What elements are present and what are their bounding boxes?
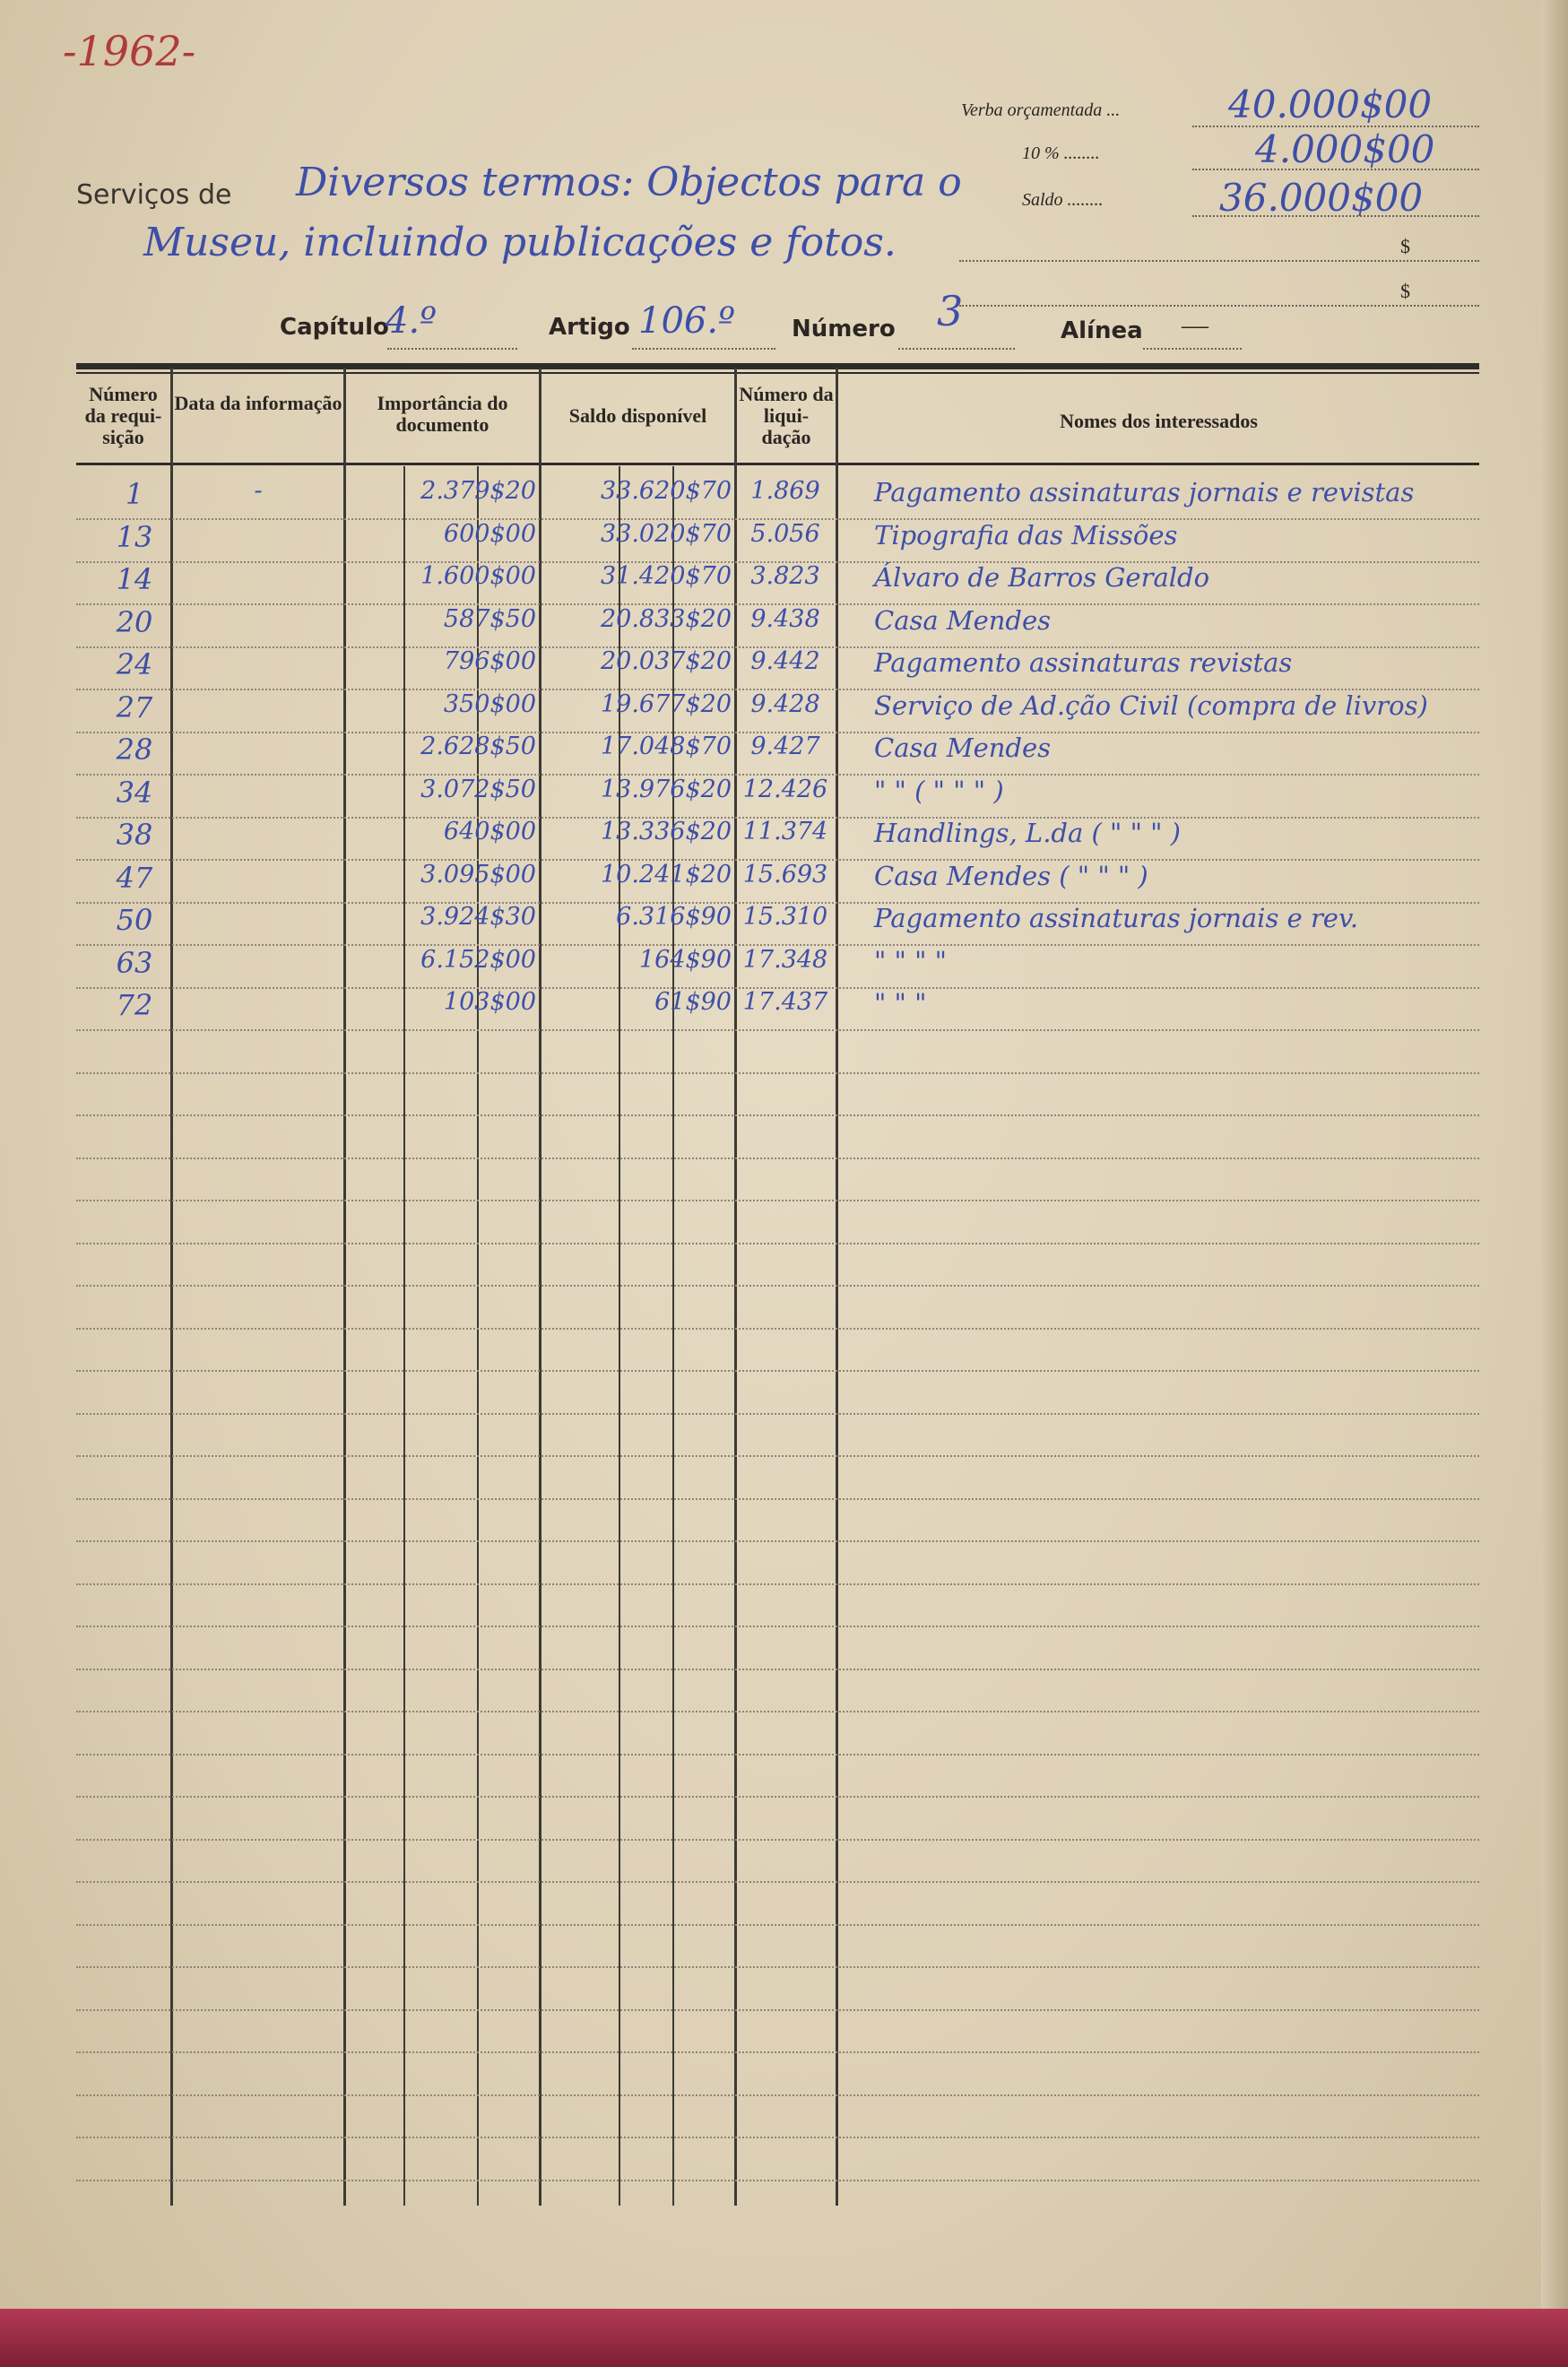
artigo-label: Artigo bbox=[549, 314, 630, 341]
cell-requisicao: 20 bbox=[116, 605, 153, 639]
ruled-line bbox=[76, 1200, 1479, 1201]
cell-requisicao: 27 bbox=[116, 690, 153, 724]
dollar-1: $ bbox=[1400, 235, 1410, 257]
ruled-line bbox=[76, 1029, 1479, 1031]
cell-liquidacao: 9.442 bbox=[750, 647, 820, 675]
cell-liquidacao: 9.438 bbox=[750, 605, 820, 633]
cell-importancia: 796$00 bbox=[443, 647, 536, 675]
col-saldo-disponivel: Saldo disponível bbox=[568, 404, 707, 427]
cell-importancia: 640$00 bbox=[443, 818, 536, 845]
cell-liquidacao: 15.310 bbox=[742, 903, 828, 931]
ruled-line bbox=[76, 1072, 1479, 1074]
cell-importancia: 3.072$50 bbox=[420, 776, 536, 803]
cell-importancia: 6.152$00 bbox=[420, 946, 536, 974]
cell-saldo: 33.620$70 bbox=[600, 477, 732, 505]
cell-nome: " " " " bbox=[874, 946, 948, 976]
cell-nome: Álvaro de Barros Geraldo bbox=[874, 562, 1210, 593]
cell-requisicao: 14 bbox=[116, 562, 153, 596]
vline-imp-cents bbox=[477, 466, 479, 2206]
vline-saldo-cents bbox=[672, 466, 674, 2206]
ruled-line bbox=[76, 1498, 1479, 1500]
ruled-line bbox=[76, 1157, 1479, 1159]
cell-nome: Handlings, L.da ( " " " ) bbox=[874, 818, 1181, 848]
cell-requisicao: 47 bbox=[116, 861, 153, 895]
verba-label: Verba orçamentada ... bbox=[961, 100, 1121, 120]
cell-liquidacao: 1.869 bbox=[750, 477, 820, 505]
cell-saldo: 17.048$70 bbox=[600, 733, 732, 760]
cell-requisicao: 24 bbox=[116, 647, 153, 681]
cell-requisicao: 34 bbox=[116, 776, 153, 810]
cell-saldo: 20.037$20 bbox=[600, 647, 732, 675]
ruled-line bbox=[76, 1114, 1479, 1116]
cell-saldo: 13.336$20 bbox=[600, 818, 732, 845]
cell-importancia: 103$00 bbox=[443, 988, 536, 1016]
saldo-value: 36.000$00 bbox=[1219, 176, 1424, 220]
ruled-line bbox=[76, 1583, 1479, 1585]
ruled-line bbox=[76, 2009, 1479, 2011]
cell-importancia: 587$50 bbox=[443, 605, 536, 633]
cell-saldo: 10.241$20 bbox=[600, 861, 732, 889]
ruled-line bbox=[76, 1243, 1479, 1244]
ruled-line bbox=[76, 2094, 1479, 2096]
header-bottom-rule bbox=[76, 463, 1479, 465]
ruled-line bbox=[76, 1285, 1479, 1287]
cell-nome: " " ( " " " ) bbox=[874, 776, 1004, 806]
col-importancia: Importância do documento bbox=[377, 392, 508, 436]
ruled-line bbox=[76, 1413, 1479, 1415]
cell-requisicao: 50 bbox=[116, 903, 153, 937]
ruled-line bbox=[76, 2180, 1479, 2181]
alinea-value: — bbox=[1182, 310, 1208, 340]
cell-saldo: 20.833$20 bbox=[600, 605, 732, 633]
ruled-line bbox=[76, 1626, 1479, 1627]
ruled-line bbox=[76, 1796, 1479, 1798]
numero-value: 3 bbox=[937, 287, 964, 335]
cell-liquidacao: 5.056 bbox=[750, 520, 820, 548]
cell-nome: " " " bbox=[874, 988, 927, 1019]
cell-nome: Casa Mendes bbox=[874, 605, 1052, 636]
cell-liquidacao: 9.428 bbox=[750, 690, 820, 718]
cell-nome: Casa Mendes ( " " " ) bbox=[874, 861, 1148, 891]
ruled-line bbox=[76, 1540, 1479, 1542]
cell-importancia: 2.379$20 bbox=[420, 477, 536, 505]
servicos-line1: Diversos termos: Objectos para o bbox=[296, 160, 962, 205]
cell-importancia: 1.600$00 bbox=[420, 562, 536, 590]
cell-requisicao: 1 bbox=[125, 477, 144, 511]
dollar-2: $ bbox=[1400, 280, 1410, 302]
alinea-line bbox=[1143, 348, 1242, 350]
vline-imp-inner bbox=[403, 466, 405, 2206]
page-edge bbox=[1541, 0, 1568, 2367]
vline-1 bbox=[170, 368, 173, 2206]
ruled-line bbox=[76, 1328, 1479, 1330]
cell-importancia: 350$00 bbox=[443, 690, 536, 718]
cell-liquidacao: 11.374 bbox=[742, 818, 828, 845]
ledger-binding bbox=[0, 2309, 1568, 2367]
alinea-label: Alínea bbox=[1061, 317, 1143, 344]
ruled-line bbox=[76, 1881, 1479, 1883]
cell-liquidacao: 12.426 bbox=[742, 776, 828, 803]
cell-liquidacao: 9.427 bbox=[750, 733, 820, 760]
artigo-line bbox=[632, 348, 775, 350]
numero-label: Número bbox=[792, 316, 896, 342]
cell-nome: Pagamento assinaturas jornais e rev. bbox=[874, 903, 1359, 933]
cell-requisicao: 13 bbox=[116, 520, 153, 554]
ruled-line bbox=[76, 1924, 1479, 1926]
cell-saldo: 6.316$90 bbox=[616, 903, 732, 931]
vline-4 bbox=[734, 368, 737, 2206]
servicos-label: Serviços de bbox=[76, 179, 232, 211]
cell-requisicao: 38 bbox=[116, 818, 153, 852]
cell-saldo: 61$90 bbox=[654, 988, 732, 1016]
cell-nome: Pagamento assinaturas revistas bbox=[874, 647, 1293, 678]
ruled-line bbox=[76, 2051, 1479, 2053]
saldo-label: Saldo ........ bbox=[1022, 190, 1104, 210]
cell-requisicao: 63 bbox=[116, 946, 153, 980]
cell-importancia: 3.095$00 bbox=[420, 861, 536, 889]
col-nomes-interessados: Nomes dos interessados bbox=[1060, 410, 1258, 432]
ruled-line bbox=[76, 2137, 1479, 2138]
vline-saldo-inner bbox=[619, 466, 620, 2206]
cell-nome: Serviço de Ad.ção Civil (compra de livros) bbox=[874, 690, 1428, 721]
col-data-informacao: Data da informação bbox=[174, 392, 342, 414]
servicos-line2: Museu, incluindo publicações e fotos. bbox=[143, 220, 897, 265]
ruled-line bbox=[76, 1966, 1479, 1968]
capitulo-value: 4.º bbox=[386, 300, 437, 342]
cell-liquidacao: 17.348 bbox=[742, 946, 828, 974]
capitulo-label: Capítulo bbox=[280, 314, 389, 341]
vline-2 bbox=[343, 368, 346, 2206]
cell-nome: Pagamento assinaturas jornais e revistas bbox=[874, 477, 1415, 507]
ruled-line bbox=[76, 1839, 1479, 1841]
cell-saldo: 33.020$70 bbox=[600, 520, 732, 548]
cell-saldo: 19.677$20 bbox=[600, 690, 732, 718]
col-numero-requisicao: Número da requi- sição bbox=[84, 383, 162, 448]
vline-5 bbox=[836, 368, 838, 2206]
ruled-line bbox=[76, 1669, 1479, 1670]
ruled-line bbox=[76, 1754, 1479, 1756]
ruled-line bbox=[76, 1455, 1479, 1457]
extra-line-2 bbox=[959, 305, 1479, 307]
ruled-line bbox=[76, 1370, 1479, 1372]
cell-data: - bbox=[254, 477, 263, 505]
cell-importancia: 2.628$50 bbox=[420, 733, 536, 760]
verba-value: 40.000$00 bbox=[1228, 82, 1433, 126]
cell-importancia: 600$00 bbox=[443, 520, 536, 548]
table-top-rule bbox=[76, 363, 1479, 369]
capitulo-line bbox=[387, 348, 517, 350]
cell-importancia: 3.924$30 bbox=[420, 903, 536, 931]
cell-nome: Casa Mendes bbox=[874, 733, 1052, 763]
numero-line bbox=[898, 348, 1015, 350]
artigo-value: 106.º bbox=[638, 300, 735, 342]
cell-saldo: 31.420$70 bbox=[600, 562, 732, 590]
cell-saldo: 13.976$20 bbox=[600, 776, 732, 803]
year-mark: -1962- bbox=[63, 27, 196, 75]
pct-value: 4.000$00 bbox=[1255, 127, 1435, 171]
cell-nome: Tipografia das Missões bbox=[874, 520, 1178, 551]
cell-requisicao: 28 bbox=[116, 733, 153, 767]
col-numero-liquidacao: Número da liqui- dação bbox=[739, 383, 834, 448]
table-top-rule-thin bbox=[76, 372, 1479, 374]
cell-liquidacao: 17.437 bbox=[742, 988, 828, 1016]
vline-3 bbox=[539, 368, 541, 2206]
cell-requisicao: 72 bbox=[116, 988, 153, 1022]
pct-label: 10 % ........ bbox=[1022, 143, 1100, 163]
extra-line-1 bbox=[959, 260, 1479, 262]
cell-liquidacao: 3.823 bbox=[750, 562, 820, 590]
cell-liquidacao: 15.693 bbox=[742, 861, 828, 889]
cell-saldo: 164$90 bbox=[638, 946, 732, 974]
ruled-line bbox=[76, 1711, 1479, 1712]
